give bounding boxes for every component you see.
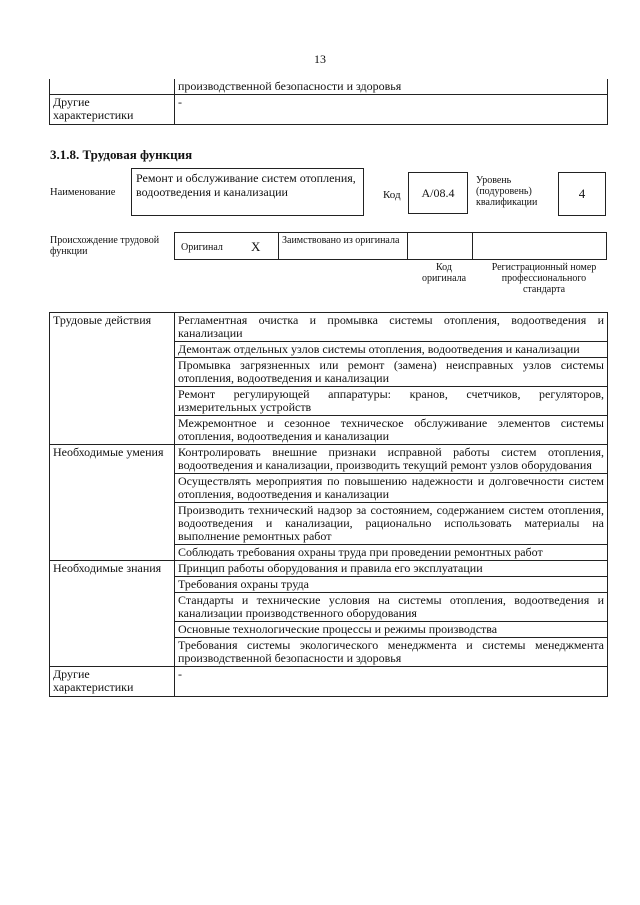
level-value: 4: [558, 172, 606, 216]
knowledge-item: Стандарты и технические условия на системы отопления, водоотведения и канализации производственного оборудования: [175, 593, 608, 622]
code-value: A/08.4: [408, 172, 468, 214]
code-original-caption: Код оригинала: [421, 262, 467, 284]
empty-cell: [50, 79, 175, 95]
knowledge-item: Основные технологические процессы и режимы производства: [175, 622, 608, 638]
code-original-cell: [407, 233, 473, 259]
other-value: -: [175, 667, 608, 697]
function-table: [49, 312, 608, 697]
skills-label: Необходимые умения: [50, 445, 175, 561]
origin-box: [174, 232, 607, 260]
original-label: Оригинал: [181, 242, 223, 253]
knowledge-item: Требования охраны труда: [175, 577, 608, 593]
action-item: Межремонтное и сезонное техническое обслуживание элементов системы отопления, водоотведения и канализации: [175, 416, 608, 445]
skill-item: Контролировать внешние признаки исправной работы систем отопления, водоотведения и канализации, производить текущий ремонт узлов оборудования: [175, 445, 608, 474]
action-item: Регламентная очистка и промывка системы отопления, водоотведения и канализации: [175, 313, 608, 342]
original-mark: X: [251, 239, 261, 254]
action-item: Демонтаж отдельных узлов системы отопления, водоотведения и канализации: [175, 342, 608, 358]
function-name: Ремонт и обслуживание систем отопления, водоотведения и канализации: [131, 168, 364, 216]
reg-number-caption: Регистрационный номер профессионального стандарта: [491, 262, 597, 295]
previous-table-end: [49, 79, 608, 125]
code-label: Код: [383, 189, 401, 201]
skill-item: Осуществлять мероприятия по повышению надежности и долговечности систем отопления, водоотведения и канализации: [175, 474, 608, 503]
action-item: Ремонт регулирующей аппаратуры: кранов, счетчиков, регуляторов, измерительных устройств: [175, 387, 608, 416]
actions-label: Трудовые действия: [50, 313, 175, 445]
skill-item: Производить технический надзор за состоянием, содержанием систем отопления, водоотведения и канализации, рационально использовать материалы на выполнение ремонтных работ: [175, 503, 608, 545]
continuation-text: производственной безопасности и здоровья: [175, 79, 608, 95]
level-label: Уровень (подуровень) квалификации: [476, 175, 538, 208]
page-number: 13: [314, 52, 326, 66]
other-label: Другие характеристики: [50, 667, 175, 697]
other-value: -: [175, 95, 608, 125]
name-label: Наименование: [50, 187, 116, 198]
section-title: 3.1.8. Трудовая функция: [50, 147, 193, 162]
other-label: Другие характеристики: [50, 95, 175, 125]
knowledge-item: Требования системы экологического менеджмента и системы менеджмента производственной безопасности и здоровья: [175, 638, 608, 667]
skill-item: Соблюдать требования охраны труда при проведении ремонтных работ: [175, 545, 608, 561]
knowledge-item: Принцип работы оборудования и правила его эксплуатации: [175, 561, 608, 577]
action-item: Промывка загрязненных или ремонт (замена) неисправных узлов системы отопления, водоотведения и канализации: [175, 358, 608, 387]
borrowed-cell: [278, 233, 408, 259]
borrowed-label: Заимствовано из оригинала: [282, 235, 400, 246]
original-cell: [175, 233, 279, 259]
origin-label: Происхождение трудовой функции: [50, 235, 160, 257]
knowledge-label: Необходимые знания: [50, 561, 175, 667]
